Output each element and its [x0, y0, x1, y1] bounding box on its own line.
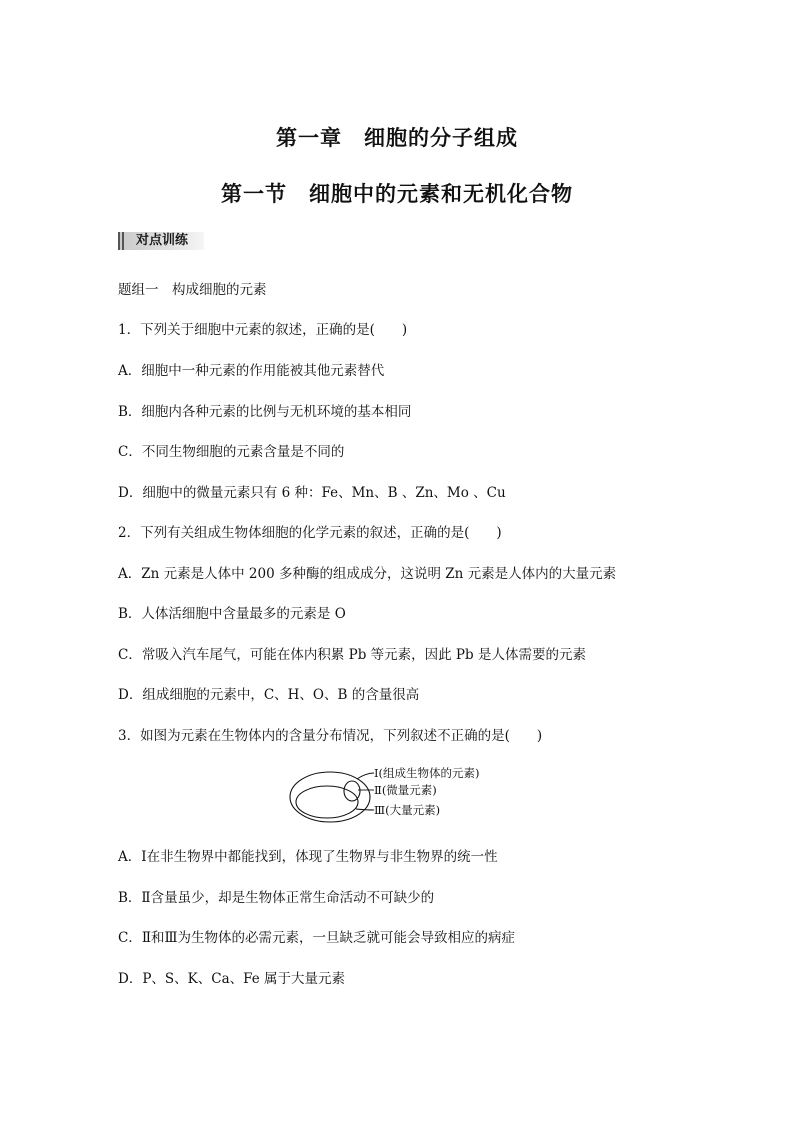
inner-ellipse-iii [296, 786, 358, 818]
group-title: 题组一 构成细胞的元素 [118, 282, 267, 298]
question-2-option-d: D．组成细胞的元素中，C、H、O、B 的含量很高 [118, 687, 420, 703]
badge-bar [122, 232, 124, 250]
question-3-option-b: B．Ⅱ含量虽少，却是生物体正常生命活动不可缺少的 [118, 890, 435, 906]
question-2-stem: 2．下列有关组成生物体细胞的化学元素的叙述，正确的是( ) [118, 525, 502, 541]
figure-label-ii: Ⅱ(微量元素) [374, 783, 437, 797]
question-3-option-c: C．Ⅱ和Ⅲ为生物体的必需元素，一旦缺乏就可能会导致相应的病症 [118, 930, 516, 946]
question-1-stem: 1．下列关于细胞中元素的叙述，正确的是( ) [118, 322, 408, 338]
figure-label-iii: Ⅲ(大量元素) [374, 803, 441, 817]
small-ellipse-ii [344, 781, 360, 801]
question-2-option-a: A．Zn 元素是人体中 200 多种酶的组成成分，这说明 Zn 元素是人体内的大量元素 [118, 566, 617, 582]
section-title: 第一节 细胞中的元素和无机化合物 [221, 182, 573, 206]
question-1-option-d: D．细胞中的微量元素只有 6 种：Fe、Mn、B 、Zn、Mo 、Cu [118, 485, 506, 501]
question-1-option-c: C．不同生物细胞的元素含量是不同的 [118, 444, 345, 460]
practice-badge [118, 232, 204, 250]
element-distribution-figure [286, 762, 516, 830]
question-2-option-b: B．人体活细胞中含量最多的元素是 O [118, 606, 346, 622]
leader-line-i [357, 773, 374, 779]
badge-bar [118, 232, 120, 250]
chapter-title: 第一章 细胞的分子组成 [276, 126, 518, 150]
question-3-stem: 3．如图为元素在生物体内的含量分布情况，下列叙述不正确的是( ) [118, 728, 543, 744]
figure-label-i: Ⅰ(组成生物体的元素) [374, 766, 480, 780]
badge-label: 对点训练 [136, 233, 189, 248]
question-2-option-c: C．常吸入汽车尾气，可能在体内积累 Pb 等元素，因此 Pb 是人体需要的元素 [118, 647, 586, 663]
question-1-option-a: A．细胞中一种元素的作用能被其他元素替代 [118, 363, 385, 379]
question-1-option-b: B．细胞内各种元素的比例与无机环境的基本相同 [118, 404, 412, 420]
question-3-option-d: D．P、S、K、Ca、Fe 属于大量元素 [118, 971, 346, 987]
question-3-option-a: A．Ⅰ在非生物界中都能找到，体现了生物界与非生物界的统一性 [118, 849, 498, 865]
